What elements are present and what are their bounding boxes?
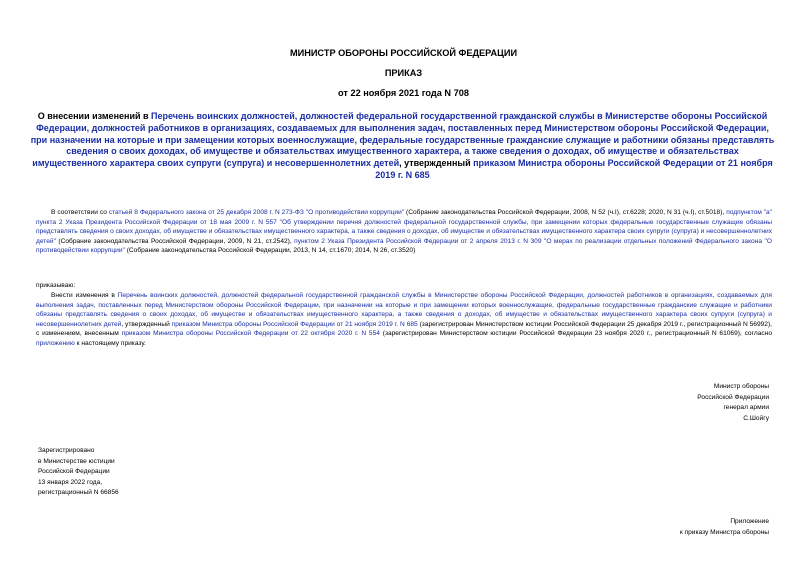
registration-block: [38, 446, 238, 499]
link-order-685[interactable]: приказом Министра обороны Российской Федерации от 21 ноября 2019 г. N 685: [171, 320, 418, 328]
appendix-line: к приказу Министра обороны: [679, 528, 769, 536]
paragraph-text: , утвержденный: [121, 320, 172, 328]
paragraph-text: В соответствии со: [51, 209, 109, 216]
link-perechen[interactable]: Перечень воинских должностей, должностей федеральной государственной гражданской службы в Министерстве обороны Российской Федерации, должностей работников в организациях, создаваемых для выполнения задач, поставленных перед Министерством обороны Российской Федерации, при назначении на которые и при замещении которых военнослужащие, федеральные государственные гражданские служащие и работники обязаны представлять сведения о своих доходах, об имуществе и обязательствах имущественного характера, а также сведения о доходах, об имуществе и обязательствах имущественного характера своих супруги (супруга) и несовершеннолетних детей: [36, 292, 772, 328]
order-word: приказываю:: [36, 282, 76, 289]
registration-line: Зарегистрировано: [38, 447, 95, 454]
paragraph-text: (зарегистрирован Министерством юстиции Российской Федерации 23 ноября 2020 г., регистрационный N 61069), согласно: [379, 330, 772, 338]
title-link-order-685[interactable]: приказом Министра обороны Российской Федерации от 21 ноября 2019 г. N 685: [375, 158, 773, 180]
registration-number: регистрационный N 66856: [38, 489, 119, 496]
signature-line: генерал армии: [723, 404, 769, 411]
registration-date: 13 января 2022 года,: [38, 478, 103, 486]
doc-date-number: от 22 ноября 2021 года N 708: [338, 88, 469, 98]
link-order-554[interactable]: приказом Министра обороны Российской Федерации от 22 октября 2020 г. N 554: [121, 330, 380, 338]
paragraph-text: к настоящему приказу.: [74, 339, 146, 347]
link-appendix[interactable]: приложению: [36, 339, 75, 347]
signature-line: Министр обороны: [713, 383, 769, 390]
paragraph-text: (Собрание законодательства Российской Федерации, 2009, N 21, ст.2542),: [55, 237, 295, 245]
doc-type: ПРИКАЗ: [384, 68, 423, 78]
link-law-273fz[interactable]: статьей 8 Федерального закона от 25 декабря 2008 г. N 273-ФЗ "О противодействии коррупции": [108, 209, 405, 216]
preamble-paragraph: [36, 208, 772, 256]
appendix-line: Приложение: [730, 518, 769, 525]
paragraph-text: (Собрание законодательства Российской Федерации, 2013, N 14, ст.1670; 2014, N 26, ст.3520): [124, 247, 416, 255]
link-decree-557[interactable]: подпунктом "а" пункта 2 Указа Президента Российской Федерации от 18 мая 2009 г. N 557 "Об утверждении перечня должностей федеральной государственной службы, при замещении которых федеральные государственные служащие обязаны представлять сведения о своих доходах, об имуществе и обязательствах имущественного характера, а также сведения о доходах, об имуществе и обязательствах имущественного характера своих супруги (супруга) и несовершеннолетних детей": [36, 209, 773, 245]
document-title: [30, 111, 775, 182]
title-text: , утвержденный: [399, 158, 474, 169]
title-link-perechen[interactable]: Перечень воинских должностей, должностей федеральной государственной гражданской службы в Министерстве обороны Российской Федерации, должностей работников в организациях, создаваемых для выполнения задач, поставленных перед Министерством обороны Российской Федерации, при назначении на которые и при замещении которых военнослужащие, федеральные государственные гражданские служащие и работники обязаны представлять сведения о своих доходах, об имуществе и обязательствах имущественного характера, а также сведения о доходах, об имуществе и обязательствах имущественного характера своих супруги (супруга) и несовершеннолетних детей: [30, 111, 775, 169]
registration-line: в Министерстве юстиции: [38, 457, 115, 465]
operative-paragraph: [36, 291, 772, 349]
link-decree-309[interactable]: пунктом 2 Указа Президента Российской Федерации от 2 апреля 2013 г. N 309 "О мерах по реализации отдельных положений Федерального закона "О противодействии коррупции": [36, 237, 772, 255]
paragraph-text: Внести изменения в: [51, 292, 118, 299]
registration-line: Российской Федерации: [38, 468, 110, 475]
signature-block: [569, 382, 769, 424]
title-text: О внесении изменений в: [37, 111, 152, 121]
paragraph-text: (зарегистрирован Министерством юстиции Российской Федерации 25 декабря 2019 г., регистрационный N 56992), с изменением, внесенным: [36, 320, 773, 338]
ministry-header: МИНИСТР ОБОРОНЫ РОССИЙСКОЙ ФЕДЕРАЦИИ: [289, 48, 518, 58]
appendix-heading: [569, 517, 769, 538]
signature-line: Российской Федерации: [697, 393, 769, 401]
signature-name: С.Шойгу: [743, 414, 769, 422]
paragraph-text: (Собрание законодательства Российской Федерации, 2008, N 52 (ч.I), ст.6228; 2020, N 31 (ч.I), ст.5018),: [404, 209, 727, 216]
